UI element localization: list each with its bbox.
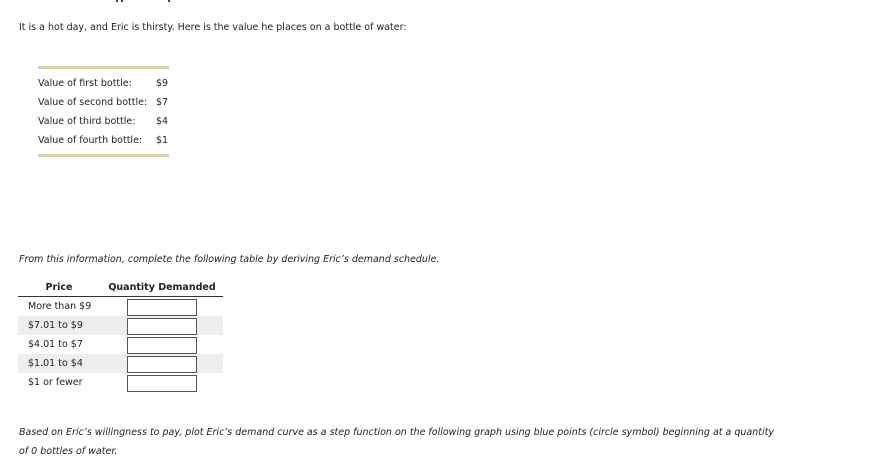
quantity-input[interactable] (127, 375, 197, 392)
price-cell: $1.01 to $4 (28, 358, 83, 369)
table-row (18, 354, 223, 373)
bottle-value-amount: $9 (156, 78, 169, 89)
bottle-value-label: Value of second bottle: (38, 97, 148, 108)
table-header (18, 280, 223, 297)
bottle-value-label: Value of third bottle: (38, 116, 136, 127)
price-cell: $4.01 to $7 (28, 339, 83, 350)
quantity-input[interactable] (127, 318, 197, 335)
quantity-input[interactable] (127, 356, 197, 373)
demand-schedule-table (18, 280, 223, 392)
bottle-value-amount: $4 (156, 116, 169, 127)
plot-instructions: Based on Eric’s willingness to pay, plot Eric’s demand curve as a step function on the following graph using blue points (circle symbol) beginning at a quantity of 0 bottles of water. (19, 427, 774, 457)
quantity-input[interactable] (127, 337, 197, 354)
bottle-value-label: Value of fourth bottle: (38, 135, 143, 146)
quantity-header: Quantity Demanded (108, 282, 216, 293)
bottle-values-box (38, 66, 169, 157)
quantity-input[interactable] (127, 299, 197, 316)
price-cell: $1 or fewer (28, 377, 83, 388)
bottle-value-amount: $7 (156, 97, 169, 108)
schedule-prompt: From this information, complete the following table by deriving Eric’s demand schedule. (19, 254, 440, 265)
table-row (18, 373, 223, 392)
table-row (18, 297, 223, 316)
table-row (18, 335, 223, 354)
values-top-rule (38, 66, 169, 69)
table-row (18, 316, 223, 335)
price-cell: $7.01 to $9 (28, 320, 83, 331)
bottle-value-amount: $1 (156, 135, 169, 146)
intro-text: It is a hot day, and Eric is thirsty. Here is the value he places on a bottle of water: (19, 22, 407, 33)
bottle-value-label: Value of first bottle: (38, 78, 132, 89)
clipped-top-text (116, 0, 176, 2)
price-header: Price (45, 282, 73, 293)
price-cell: More than $9 (28, 301, 92, 312)
values-bottom-rule (38, 154, 169, 157)
